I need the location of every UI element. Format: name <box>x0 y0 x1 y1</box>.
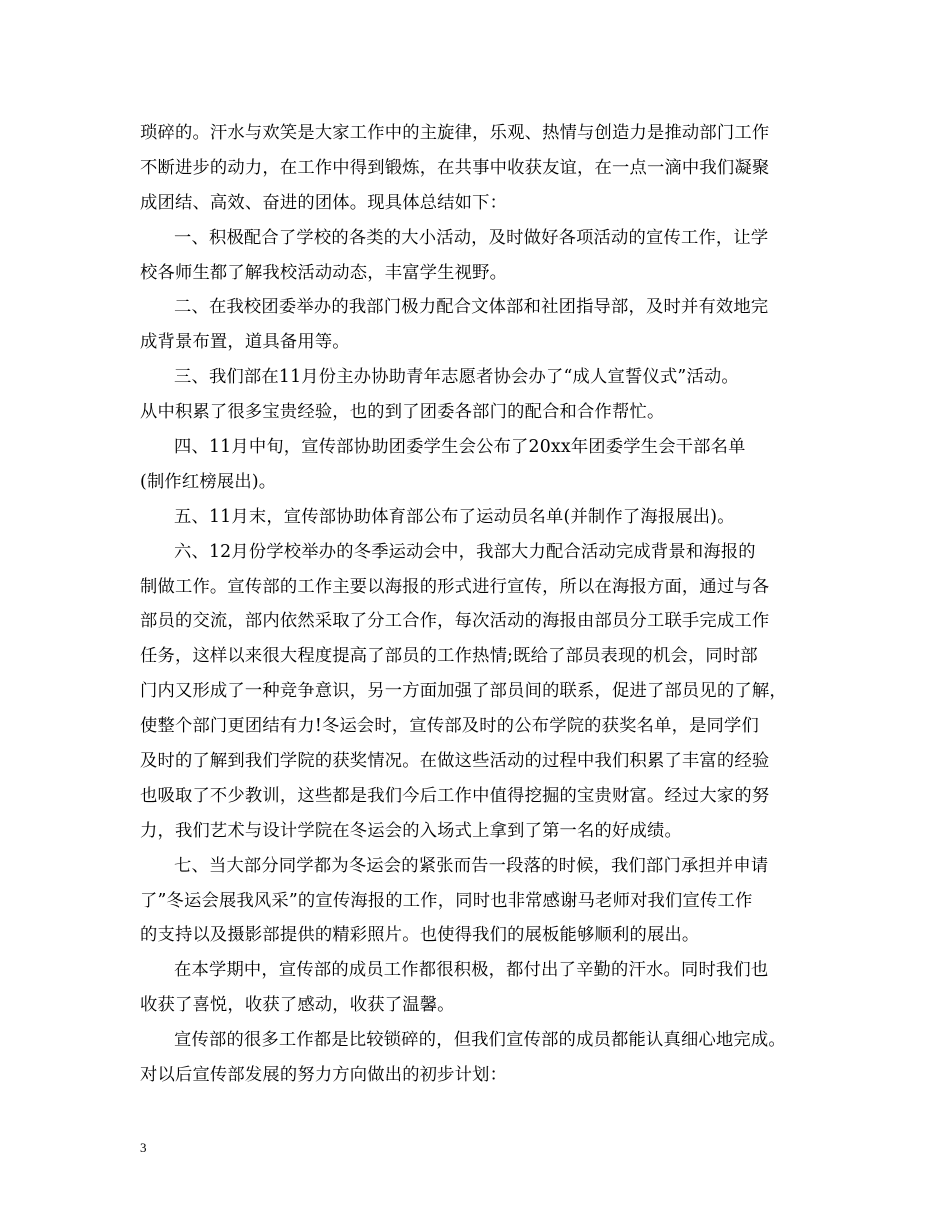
text-line: 对以后宣传部发展的努力方向做出的初步计划： <box>140 1065 508 1086</box>
text-line: 六、12月份学校举办的冬季运动会中，我部大力配合活动完成背景和海报的 <box>174 541 756 562</box>
text-line: 成团结、高效、奋进的团体。现具体总结如下： <box>140 192 508 213</box>
text-line: 门内又形成了一种竞争意识，另一方面加强了部员间的联系，促进了部员见的了解， <box>140 681 787 702</box>
text-line: 七、当大部分同学都为冬运会的紧张而告一段落的时候，我们部门承担并申请 <box>174 855 769 876</box>
text-line: 了”冬运会展我风采”的宣传海报的工作，同时也非常感谢马老师对我们宣传工作 <box>140 890 753 911</box>
text-line: 宣传部的很多工作都是比较锁碎的，但我们宣传部的成员都能认真细心地完成。 <box>174 1030 786 1051</box>
text-line: 琐碎的。汗水与欢笑是大家工作中的主旋律，乐观、热情与创造力是推动部门工作 <box>140 123 770 143</box>
page-number: 3 <box>140 1140 147 1155</box>
text-line: 部员的交流，部内依然采取了分工合作，每次活动的海报由部员分工联手完成工作 <box>140 611 770 632</box>
text-line: 从中积累了很多宝贵经验，也的到了团委各部门的配合和合作帮忙。 <box>140 402 665 423</box>
text-line: 收获了喜悦，收获了感动，收获了温馨。 <box>140 995 455 1016</box>
text-line: (制作红榜展出)。 <box>140 471 277 492</box>
text-line: 也吸取了不少教训，这些都是我们今后工作中值得挖掘的宝贵财富。经过大家的努 <box>140 785 770 806</box>
text-line: 不断进步的动力，在工作中得到锻炼，在共事中收获友谊，在一点一滴中我们凝聚 <box>140 157 770 178</box>
text-line: 一、积极配合了学校的各类的大小活动，及时做好各项活动的宣传工作，让学 <box>174 227 769 248</box>
text-line: 四、11月中旬，宣传部协助团委学生会公布了20xx年团委学生会干部名单 <box>174 437 746 458</box>
text-line: 制做工作。宣传部的工作主要以海报的形式进行宣传，所以在海报方面，通过与各 <box>140 576 770 597</box>
text-line: 在本学期中，宣传部的成员工作都很积极，都付出了辛勤的汗水。同时我们也 <box>174 960 769 981</box>
text-line: 的支持以及摄影部提供的精彩照片。也使得我们的展板能够顺利的展出。 <box>140 925 700 946</box>
text-line: 任务，这样以来很大程度提高了部员的工作热情;既给了部员表现的机会，同时部 <box>140 646 758 667</box>
document-body <box>140 116 840 1093</box>
text-line: 二、在我校团委举办的我部门极力配合文体部和社团指导部，及时并有效地完 <box>174 297 769 318</box>
text-line: 五、11月末，宣传部协助体育部公布了运动员名单(并制作了海报展出)。 <box>174 506 735 527</box>
text-line: 成背景布置，道具备用等。 <box>140 332 350 353</box>
text-line: 及时的了解到我们学院的获奖情况。在做这些活动的过程中我们积累了丰富的经验 <box>140 751 770 772</box>
text-line: 力，我们艺术与设计学院在冬运会的入场式上拿到了第一名的好成绩。 <box>140 820 682 841</box>
text-line: 三、我们部在11月份主办协助青年志愿者协会办了“成人宣誓仪式”活动。 <box>174 367 739 388</box>
text-line: 使整个部门更团结有力!冬运会时，宣传部及时的公布学院的获奖名单，是同学们 <box>140 716 759 737</box>
text-line: 校各师生都了解我校活动动态，丰富学生视野。 <box>140 262 508 283</box>
